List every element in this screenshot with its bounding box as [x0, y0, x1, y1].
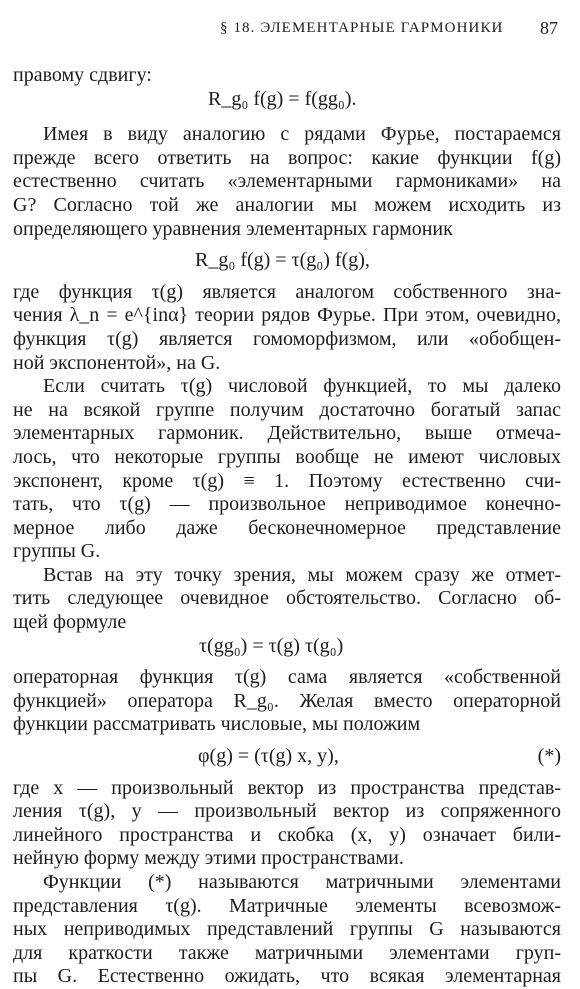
running-header	[0, 18, 580, 42]
text-line: щей формуле	[13, 611, 127, 634]
text-line: тать, что τ(g) — произвольное неприводимое конечно-	[13, 493, 561, 516]
formula-matrix-element: φ(g) = (τ(g) x, y), (*)	[198, 745, 561, 768]
text-line: Функции (*) называются матричными элементами	[43, 871, 561, 893]
text-line: элементарных гармоник. Действительно, выше отмеча-	[13, 422, 561, 445]
text-line: нейную форму между этими пространствами.	[13, 847, 404, 870]
text-line: G? Согласно той же аналогии мы можем исходить из	[13, 193, 561, 216]
text-line: тить следующее очевидное обстоятельство. Согласно об-	[13, 587, 561, 610]
text-line: естественно считать «элементарными гармониками» на	[13, 170, 561, 193]
text-line: ных неприводимых представлений группы G называются	[13, 918, 561, 941]
text-line: лось, что некоторые группы вообще не имеют числовых	[13, 445, 561, 468]
text-line: правому сдвигу:	[13, 64, 152, 86]
text-line: чения λ_n = e^{inα} теории рядов Фурье. При этом, очевидно,	[13, 304, 561, 327]
text-line: представления τ(g). Матричные элементы всевозмож-	[13, 894, 561, 917]
text-line: функцией» оператора R_g₀. Желая вместо операторной	[13, 689, 561, 712]
page-number: 87	[540, 18, 558, 38]
text-line: не на всякой группе получим достаточно богатый запас	[13, 398, 561, 421]
formula-homomorphism: τ(gg₀) = τ(g) τ(g₀)	[199, 634, 344, 657]
text-line: функции рассматривать числовые, мы положим	[13, 713, 421, 736]
text-line: пы G. Естественно ожидать, что всякая элементарная	[13, 965, 561, 988]
text-line: прежде всего ответить на вопрос: какие функции f(g)	[13, 146, 561, 169]
section-title: § 18. ЭЛЕМЕНТАРНЫЕ ГАРМОНИКИ	[220, 20, 504, 36]
text-line: операторная функция τ(g) сама является «собственной	[13, 666, 561, 689]
text-line: где функция τ(g) является аналогом собственного зна-	[13, 280, 561, 303]
text-line: где x — произвольный вектор из пространства представ-	[13, 776, 561, 799]
text-line: линейного пространства и скобка (x, y) означает били-	[13, 823, 561, 846]
text-line: функция τ(g) является гомоморфизмом, или «обобщен-	[13, 327, 561, 350]
text-line: Если считать τ(g) числовой функцией, то мы далеко	[43, 375, 561, 398]
text-line: мерное либо даже бесконечномерное представление	[13, 516, 561, 539]
text-line: Встав на эту точку зрения, мы можем сразу же отмет-	[43, 563, 561, 586]
body-text	[13, 64, 561, 989]
text-line: ления τ(g), y — произвольный вектор из сопряженного	[13, 800, 561, 823]
text-line: ной экспонентой», на G.	[13, 351, 221, 374]
text-line: для краткости также матричными элементами груп-	[13, 941, 561, 964]
text-line: определяющего уравнения элементарных гармоник	[13, 217, 453, 240]
formula-harmonic-equation: R_g₀ f(g) = τ(g₀) f(g),	[195, 249, 370, 272]
equation-tag: (*)	[537, 745, 561, 768]
text-line: Имея в виду аналогию с рядами Фурье, постараемся	[43, 123, 561, 146]
text-line: экспонент, кроме τ(g) ≡ 1. Поэтому естественно счи-	[13, 469, 561, 492]
formula-right-shift: R_g₀ f(g) = f(gg₀).	[208, 87, 357, 110]
text-line: группы G.	[13, 540, 101, 563]
